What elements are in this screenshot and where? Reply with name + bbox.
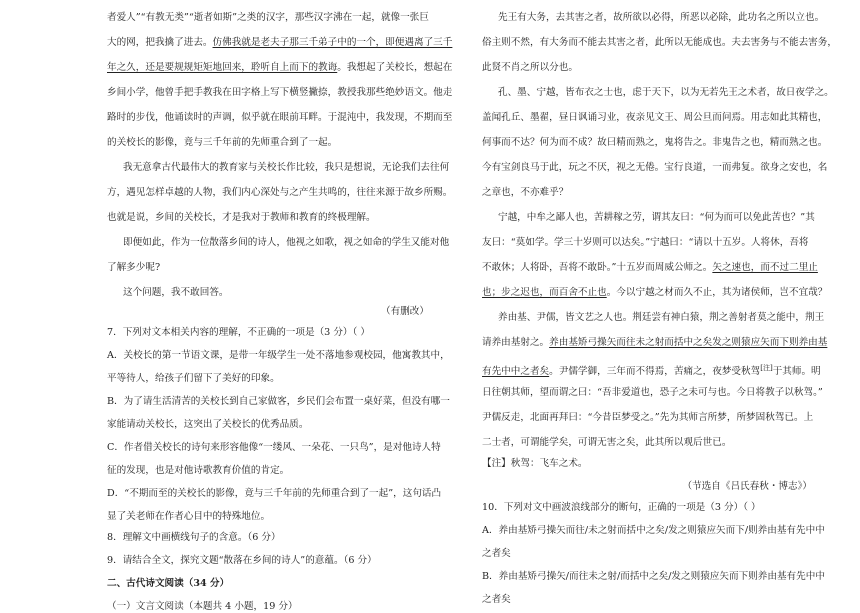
text-segment: 。今以宁越之材而久不止，其为诸侯师，岂不宜哉？ <box>606 287 828 298</box>
text-line: 尹儒反走，北面再拜曰：“今昔臣梦受之。”先为其师言所梦，所梦固秋驾已。上 <box>482 412 814 423</box>
text-line: 日往朝其师，望而谓之曰：“吾非爱道也，恐子之未可与也。今日将教子以秋驾。” <box>482 387 823 398</box>
text-line: 俗主则不然，有大务而不能去其害之者，此所以无能成也。夫去害务与不能去害务， <box>482 37 837 48</box>
text-line: 8．理解文中画横线句子的含意。（6 分） <box>107 532 281 543</box>
text-segment: 。我想起了关校长，想起在 <box>337 62 453 73</box>
text-line <box>482 362 821 378</box>
text-line: （有删改） <box>381 306 429 317</box>
text-line: 了解多少呢? <box>107 262 161 273</box>
text-line: 即便如此，作为一位散落乡间的诗人，他视之如歌，视之如命的学生又能对他 <box>123 237 450 248</box>
text-line: C．作者借关校长的诗句来形容他像“一缕风、一朵花、一只鸟”，是对他诗人特 <box>107 442 441 453</box>
text-line: 家能请动关校长，这突出了关校长的优秀品质。 <box>107 419 309 430</box>
text-line: 之者矣 <box>482 548 511 559</box>
text-line: 孔、墨、宁越，皆布衣之士也，虑于天下，以为无若先王之术者，故日夜学之。 <box>498 87 834 98</box>
text-line: B．养由基矫弓操矢/而往未之射/而括中之矣/发之则猿应矢而下则养由基有先中中 <box>482 571 825 582</box>
text-line: 何事而不达？何为而不成？故曰精而熟之，鬼将告之。非鬼告之也，精而熟之也。 <box>482 137 828 148</box>
text-line <box>482 337 827 349</box>
text-line: 二士者，可谓能学矣，可谓无害之矣，此其所以观后世已。 <box>482 437 732 448</box>
text-line: 之者矣 <box>482 594 511 605</box>
text-segment: 于其师。明 <box>772 366 821 378</box>
text-line: 之章也，不亦难乎？ <box>482 187 569 198</box>
text-line: 乡间小学，他曾手把手教我在田字格上写下横竖撇捺，教授我那些绝妙语文。他走 <box>107 87 453 98</box>
text-line: A．养由基矫弓操矢而往/未之射而括中之矣/发之则猿应矢而下/则养由基有先中中 <box>482 525 825 536</box>
underlined-text: 有先中中之者矣 <box>482 366 550 378</box>
text-line: （节选自《吕氏春秋・博志》） <box>682 481 812 492</box>
underlined-text: 养由基矫弓操矢而往未之射而括中之矣发之则猿应矢而下则养由基 <box>549 337 828 348</box>
text-line: 平等待人，给孩子们留下了美好的印象。 <box>107 373 280 384</box>
underlined-text: 仿佛我就是老夫子那三千弟子中的一个，即便遇离了三千 <box>212 37 453 48</box>
text-line: 显了关老师在作者心目中的特殊地位。 <box>107 511 271 522</box>
text-segment: [注] <box>760 364 773 372</box>
text-line: 者爱人”“有教无类”“逝者如斯”之类的汉字，那些汉字沸在一起，就像一张巨 <box>107 12 429 23</box>
text-segment: 请养由基射之。 <box>482 337 550 348</box>
text-line: A．关校长的第一节语文课，是带一年级学生一处不落地参观校园，他寓教其中， <box>107 350 450 361</box>
underlined-text: 也；步之迟也，而百舍不止也 <box>482 287 607 298</box>
text-line: 今有宝剑良马于此，玩之不厌，视之无倦。宝行良道，一而弗复。欲身之安也，名 <box>482 162 828 173</box>
text-segment: 大的网，把我擒了进去。 <box>107 37 213 48</box>
text-line <box>482 262 818 274</box>
text-line <box>482 287 827 299</box>
text-line: 路时的步伐，他诵读时的声调，似乎就在眼前耳畔。于混沌中，我发现，不期而至 <box>107 112 453 123</box>
text-line: 也就是说，乡间的关校长，才是我对于教师和教育的终极理解。 <box>107 212 376 223</box>
text-line: 【注】秋驾：飞车之术。 <box>482 458 588 469</box>
text-segment: 不敢休；人将卧，吾将不敢卧。”十五岁而周威公师之。 <box>482 262 713 273</box>
text-line <box>107 37 452 49</box>
text-line: 二、古代诗文阅读（34 分） <box>107 578 230 589</box>
text-line: 我无意拿古代最伟大的教育家与关校长作比较，我只是想说，无论我们去往何 <box>123 162 450 173</box>
text-line: 宁越，中牟之鄙人也，苦耕稼之劳，谓其友曰：“何为而可以免此苦也？”其 <box>498 212 815 223</box>
text-line: B．为了请生活清苦的关校长到自己家做客，乡民们会布置一桌好菜，但没有哪一 <box>107 396 450 407</box>
text-line: 此贤不肖之所以分也。 <box>482 62 578 73</box>
text-line: 友曰：“莫如学。学三十岁则可以达矣。”宁越曰：“请以十五岁。人将休，吾将 <box>482 237 809 248</box>
text-line: 7．下列对文本相关内容的理解，不正确的一项是（3 分）（ ） <box>107 327 370 338</box>
text-segment: 。尹儒学御，三年而不得焉，苦痛之，夜梦受秋驾 <box>549 366 761 378</box>
text-line: 这个问题，我不敢回答。 <box>123 287 229 298</box>
text-line <box>107 62 452 74</box>
text-line: 方，遇见怎样卓越的人物，我们内心深处与之产生共鸣的，往往来源于故乡所赐。 <box>107 187 453 198</box>
text-line: 先王有大务，去其害之者，故所欲以必得，所恶以必除，此功名之所以立也。 <box>498 12 825 23</box>
text-line: 养由基、尹儒，皆文艺之人也。荆廷尝有神白猿，荆之善射者莫之能中，荆王 <box>498 312 825 323</box>
text-line: D．“不期而至的关校长的影像，竟与三千年前的先师重合到了一起”，这句话凸 <box>107 488 442 499</box>
text-line: 10．下列对文中画波浪线部分的断句，正确的一项是（3 分）（ ） <box>482 502 761 513</box>
text-line: （一）文言文阅读（本题共 4 小题，19 分） <box>107 601 298 612</box>
underlined-text: 年之久，还是要规规矩矩地回来，聆听自上而下的教诲 <box>107 62 338 73</box>
text-line: 盖闻孔丘、墨翟，昼日讽诵习业，夜亲见文王、周公旦而问焉。用志如此其精也， <box>482 112 828 123</box>
text-line: 9．请结合全文，探究文题“散落在乡间的诗人”的意蕴。（6 分） <box>107 555 377 566</box>
text-line: 征的发现，也是对他诗歌教育价值的肯定。 <box>107 465 290 476</box>
text-line: 的关校长的影像，竟与三千年前的先师重合到了一起。 <box>107 137 338 148</box>
underlined-text: 矢之速也，而不过二里止 <box>712 262 818 273</box>
